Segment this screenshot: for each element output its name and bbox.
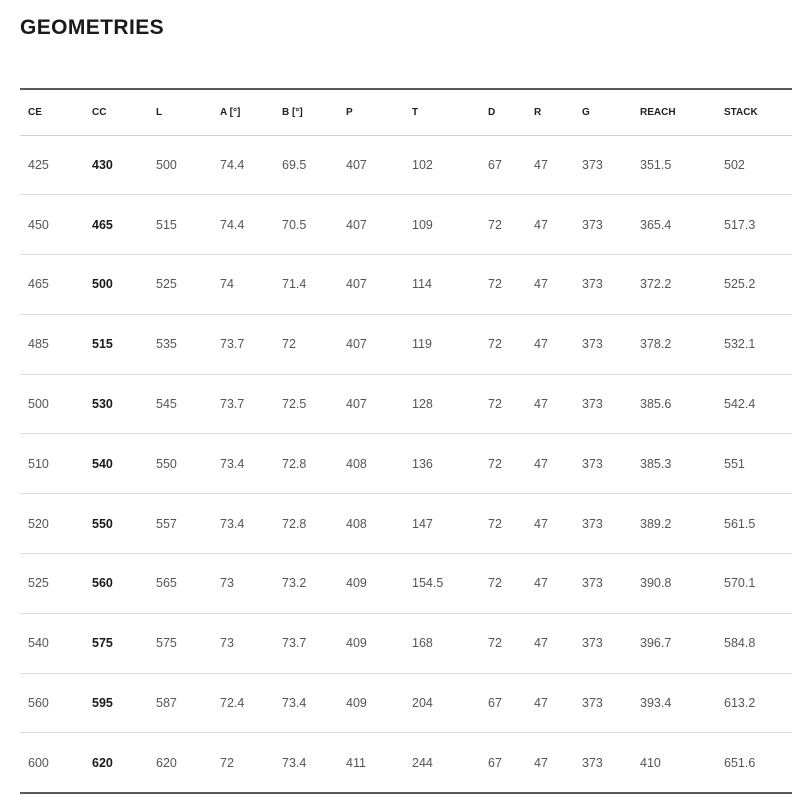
cell-g: 373 (574, 314, 632, 374)
cell-b: 71.4 (274, 255, 338, 315)
cell-b: 70.5 (274, 195, 338, 255)
column-header-p: P (338, 89, 404, 135)
table-row (20, 195, 792, 255)
cell-g: 373 (574, 195, 632, 255)
cell-reach: 389.2 (632, 494, 716, 554)
column-header-d: D (480, 89, 526, 135)
cell-l: 565 (148, 554, 212, 614)
cell-cc: 515 (84, 314, 148, 374)
cell-p: 408 (338, 494, 404, 554)
cell-d: 72 (480, 494, 526, 554)
table-row (20, 434, 792, 494)
column-header-reach: REACH (632, 89, 716, 135)
cell-ce: 600 (20, 733, 84, 793)
cell-reach: 385.6 (632, 374, 716, 434)
cell-cc: 430 (84, 135, 148, 195)
cell-t: 119 (404, 314, 480, 374)
cell-l: 620 (148, 733, 212, 793)
cell-d: 72 (480, 374, 526, 434)
cell-a: 72 (212, 733, 274, 793)
cell-a: 72.4 (212, 673, 274, 733)
cell-t: 109 (404, 195, 480, 255)
cell-stack: 502 (716, 135, 792, 195)
cell-t: 136 (404, 434, 480, 494)
table-row (20, 494, 792, 554)
cell-p: 408 (338, 434, 404, 494)
cell-a: 74 (212, 255, 274, 315)
cell-ce: 485 (20, 314, 84, 374)
cell-stack: 570.1 (716, 554, 792, 614)
column-header-cc: CC (84, 89, 148, 135)
column-header-a: A [°] (212, 89, 274, 135)
table-body (20, 135, 792, 793)
cell-d: 67 (480, 673, 526, 733)
cell-reach: 390.8 (632, 554, 716, 614)
cell-p: 407 (338, 374, 404, 434)
cell-reach: 393.4 (632, 673, 716, 733)
cell-l: 550 (148, 434, 212, 494)
cell-g: 373 (574, 613, 632, 673)
cell-l: 500 (148, 135, 212, 195)
cell-l: 575 (148, 613, 212, 673)
column-header-r: R (526, 89, 574, 135)
cell-l: 535 (148, 314, 212, 374)
cell-p: 407 (338, 195, 404, 255)
cell-d: 72 (480, 554, 526, 614)
table-row (20, 135, 792, 195)
cell-stack: 517.3 (716, 195, 792, 255)
cell-l: 545 (148, 374, 212, 434)
cell-d: 67 (480, 733, 526, 793)
cell-reach: 351.5 (632, 135, 716, 195)
cell-ce: 450 (20, 195, 84, 255)
cell-reach: 372.2 (632, 255, 716, 315)
cell-p: 409 (338, 554, 404, 614)
cell-reach: 396.7 (632, 613, 716, 673)
cell-ce: 520 (20, 494, 84, 554)
cell-r: 47 (526, 135, 574, 195)
cell-r: 47 (526, 613, 574, 673)
cell-d: 72 (480, 255, 526, 315)
cell-a: 73 (212, 554, 274, 614)
cell-reach: 410 (632, 733, 716, 793)
cell-p: 407 (338, 255, 404, 315)
cell-t: 147 (404, 494, 480, 554)
cell-a: 73.4 (212, 434, 274, 494)
column-header-g: G (574, 89, 632, 135)
cell-d: 72 (480, 434, 526, 494)
table-row (20, 314, 792, 374)
cell-b: 73.4 (274, 733, 338, 793)
cell-reach: 378.2 (632, 314, 716, 374)
column-header-t: T (404, 89, 480, 135)
table-row (20, 673, 792, 733)
cell-a: 73.7 (212, 374, 274, 434)
cell-b: 72.5 (274, 374, 338, 434)
cell-cc: 550 (84, 494, 148, 554)
geometry-table (20, 88, 792, 794)
column-header-stack: STACK (716, 89, 792, 135)
cell-stack: 525.2 (716, 255, 792, 315)
cell-g: 373 (574, 135, 632, 195)
column-header-b: B [°] (274, 89, 338, 135)
cell-r: 47 (526, 374, 574, 434)
cell-r: 47 (526, 255, 574, 315)
cell-stack: 551 (716, 434, 792, 494)
cell-p: 407 (338, 135, 404, 195)
cell-reach: 365.4 (632, 195, 716, 255)
column-header-l: L (148, 89, 212, 135)
table-row (20, 613, 792, 673)
cell-p: 409 (338, 673, 404, 733)
cell-d: 72 (480, 613, 526, 673)
cell-stack: 613.2 (716, 673, 792, 733)
cell-b: 73.4 (274, 673, 338, 733)
cell-d: 72 (480, 195, 526, 255)
cell-ce: 465 (20, 255, 84, 315)
cell-cc: 575 (84, 613, 148, 673)
cell-cc: 500 (84, 255, 148, 315)
cell-cc: 530 (84, 374, 148, 434)
cell-cc: 560 (84, 554, 148, 614)
cell-a: 73 (212, 613, 274, 673)
cell-a: 74.4 (212, 135, 274, 195)
cell-d: 67 (480, 135, 526, 195)
cell-ce: 500 (20, 374, 84, 434)
cell-g: 373 (574, 255, 632, 315)
cell-g: 373 (574, 554, 632, 614)
cell-g: 373 (574, 733, 632, 793)
cell-t: 154.5 (404, 554, 480, 614)
cell-p: 409 (338, 613, 404, 673)
cell-ce: 425 (20, 135, 84, 195)
cell-b: 73.7 (274, 613, 338, 673)
cell-p: 407 (338, 314, 404, 374)
cell-a: 73.7 (212, 314, 274, 374)
cell-r: 47 (526, 554, 574, 614)
cell-t: 102 (404, 135, 480, 195)
cell-ce: 540 (20, 613, 84, 673)
cell-r: 47 (526, 314, 574, 374)
cell-b: 69.5 (274, 135, 338, 195)
cell-b: 73.2 (274, 554, 338, 614)
cell-t: 128 (404, 374, 480, 434)
cell-cc: 620 (84, 733, 148, 793)
cell-l: 515 (148, 195, 212, 255)
table-row (20, 733, 792, 793)
cell-stack: 651.6 (716, 733, 792, 793)
cell-g: 373 (574, 494, 632, 554)
cell-stack: 584.8 (716, 613, 792, 673)
cell-ce: 525 (20, 554, 84, 614)
cell-b: 72 (274, 314, 338, 374)
cell-reach: 385.3 (632, 434, 716, 494)
cell-stack: 532.1 (716, 314, 792, 374)
cell-r: 47 (526, 494, 574, 554)
column-header-ce: CE (20, 89, 84, 135)
cell-a: 74.4 (212, 195, 274, 255)
cell-stack: 542.4 (716, 374, 792, 434)
table-row (20, 374, 792, 434)
cell-b: 72.8 (274, 434, 338, 494)
cell-p: 411 (338, 733, 404, 793)
cell-r: 47 (526, 434, 574, 494)
cell-ce: 510 (20, 434, 84, 494)
cell-g: 373 (574, 673, 632, 733)
cell-l: 557 (148, 494, 212, 554)
cell-cc: 595 (84, 673, 148, 733)
table-row (20, 554, 792, 614)
cell-cc: 465 (84, 195, 148, 255)
cell-t: 244 (404, 733, 480, 793)
cell-g: 373 (574, 374, 632, 434)
cell-stack: 561.5 (716, 494, 792, 554)
cell-r: 47 (526, 673, 574, 733)
cell-cc: 540 (84, 434, 148, 494)
table-row (20, 255, 792, 315)
cell-t: 168 (404, 613, 480, 673)
cell-l: 525 (148, 255, 212, 315)
cell-r: 47 (526, 195, 574, 255)
cell-t: 114 (404, 255, 480, 315)
page-title: GEOMETRIES (20, 16, 165, 39)
cell-r: 47 (526, 733, 574, 793)
cell-g: 373 (574, 434, 632, 494)
cell-t: 204 (404, 673, 480, 733)
cell-ce: 560 (20, 673, 84, 733)
table-header-row (20, 89, 792, 135)
cell-a: 73.4 (212, 494, 274, 554)
cell-l: 587 (148, 673, 212, 733)
cell-d: 72 (480, 314, 526, 374)
cell-b: 72.8 (274, 494, 338, 554)
